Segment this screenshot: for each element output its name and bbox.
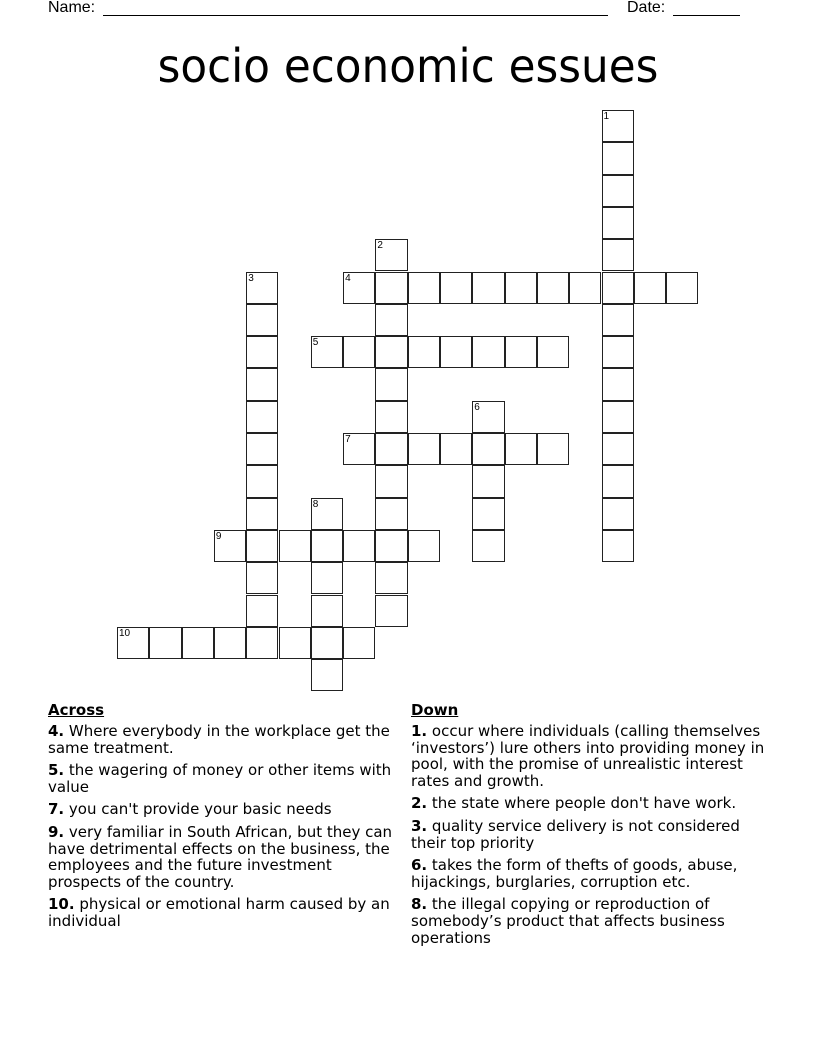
grid-cell[interactable] (149, 627, 181, 659)
grid-cell[interactable] (505, 272, 537, 304)
grid-cell[interactable] (408, 433, 440, 465)
clue-across-7: 7. you can't provide your basic needs (48, 800, 332, 819)
grid-cell[interactable] (117, 627, 149, 659)
grid-cell[interactable] (375, 530, 407, 562)
grid-cell[interactable] (408, 530, 440, 562)
clue-number: 10 (119, 627, 131, 639)
grid-cell[interactable] (343, 433, 375, 465)
grid-cell[interactable] (311, 627, 343, 659)
clue-number: 3 (248, 272, 254, 284)
grid-cell[interactable] (602, 142, 634, 174)
clue-number: 6 (474, 401, 480, 413)
grid-cell[interactable] (472, 401, 504, 433)
grid-cell[interactable] (279, 627, 311, 659)
grid-cell[interactable] (602, 498, 634, 530)
clue-number: 8 (312, 498, 319, 510)
grid-cell[interactable] (602, 272, 634, 304)
clue-across-10: 10. physical or emotional harm caused by an individual (48, 895, 390, 930)
grid-cell[interactable] (505, 433, 537, 465)
down-heading: Down (411, 701, 459, 719)
grid-cell[interactable] (375, 433, 407, 465)
grid-cell[interactable] (472, 272, 504, 304)
grid-cell[interactable] (246, 498, 278, 530)
grid-cell[interactable] (246, 433, 278, 465)
grid-cell[interactable] (246, 272, 278, 304)
clue-across-4: 4. Where everybody in the workplace get the same treatment. (48, 722, 390, 757)
grid-cell[interactable] (343, 272, 375, 304)
grid-cell[interactable] (408, 272, 440, 304)
grid-cell[interactable] (375, 562, 407, 594)
grid-cell[interactable] (602, 368, 634, 400)
grid-cell[interactable] (246, 304, 278, 336)
clue-number: 9 (215, 530, 222, 542)
grid-cell[interactable] (602, 336, 634, 368)
grid-cell[interactable] (375, 401, 407, 433)
grid-cell[interactable] (602, 465, 634, 497)
grid-cell[interactable] (505, 336, 537, 368)
grid-cell[interactable] (311, 562, 343, 594)
grid-cell[interactable] (246, 595, 278, 627)
grid-cell[interactable] (602, 530, 634, 562)
grid-cell[interactable] (666, 272, 698, 304)
clue-down-6: 6. takes the form of thefts of goods, abuse, hijackings, burglaries, corruption etc. (411, 856, 738, 891)
grid-cell[interactable] (602, 207, 634, 239)
grid-cell[interactable] (246, 465, 278, 497)
clue-number: 5 (312, 337, 319, 349)
grid-cell[interactable] (602, 401, 634, 433)
grid-cell[interactable] (246, 562, 278, 594)
grid-cell[interactable] (375, 498, 407, 530)
grid-cell[interactable] (472, 465, 504, 497)
clue-number: 1 (603, 111, 610, 122)
grid-cell[interactable] (214, 530, 246, 562)
grid-cell[interactable] (602, 304, 634, 336)
grid-cell[interactable] (537, 433, 569, 465)
clue-down-3: 3. quality service delivery is not considered their top priority (411, 816, 740, 852)
grid-cell[interactable] (472, 498, 504, 530)
grid-cell[interactable] (246, 336, 278, 368)
grid-cell[interactable] (246, 627, 278, 659)
grid-cell[interactable] (602, 110, 634, 142)
grid-cell[interactable] (602, 433, 634, 465)
grid-cell[interactable] (343, 336, 375, 368)
grid-cell[interactable] (537, 272, 569, 304)
grid-cell[interactable] (602, 175, 634, 207)
grid-cell[interactable] (569, 272, 601, 304)
clue-down-8: 8. the illegal copying or reproduction of somebody’s product that affects business operations (411, 895, 725, 947)
grid-cell[interactable] (602, 239, 634, 271)
clue-number: 4 (345, 272, 351, 284)
grid-cell[interactable] (311, 498, 343, 530)
clue-down-2: 2. the state where people don't have work. (411, 794, 737, 813)
grid-cell[interactable] (214, 627, 246, 659)
grid-cell[interactable] (408, 336, 440, 368)
grid-cell[interactable] (537, 336, 569, 368)
grid-cell[interactable] (634, 272, 666, 304)
clue-across-9: 9. very familiar in South African, but they can have detrimental effects on the business, the employees and the future investment prospects of the country. (48, 822, 393, 891)
grid-cell[interactable] (279, 530, 311, 562)
grid-cell[interactable] (440, 272, 472, 304)
grid-cell[interactable] (375, 239, 407, 271)
grid-cell[interactable] (440, 433, 472, 465)
grid-cell[interactable] (311, 530, 343, 562)
down-clues (411, 701, 771, 952)
clue-down-1: 1. occur where individuals (calling themselves ‘investors’) lure others into providing money in pool, with the promise of unrealistic interest rates and growth. (411, 722, 765, 790)
grid-cell[interactable] (311, 659, 343, 691)
grid-cell[interactable] (440, 336, 472, 368)
grid-cell[interactable] (472, 530, 504, 562)
grid-cell[interactable] (375, 368, 407, 400)
grid-cell[interactable] (375, 465, 407, 497)
clue-number: 2 (377, 240, 383, 252)
across-clues (48, 701, 398, 936)
grid-cell[interactable] (246, 401, 278, 433)
grid-cell[interactable] (246, 368, 278, 400)
grid-cell[interactable] (182, 627, 214, 659)
grid-cell[interactable] (375, 336, 407, 368)
across-heading: Across (48, 701, 105, 719)
grid-cell[interactable] (343, 627, 375, 659)
grid-cell[interactable] (375, 272, 407, 304)
grid-cell[interactable] (472, 433, 504, 465)
clue-number: 7 (345, 434, 351, 445)
grid-cell[interactable] (375, 304, 407, 336)
puzzle-title: socio economic essues (157, 39, 659, 93)
grid-cell[interactable] (311, 336, 343, 368)
grid-cell[interactable] (375, 595, 407, 627)
grid-cell[interactable] (246, 530, 278, 562)
clue-across-5: 5. the wagering of money or other items with value (48, 761, 392, 796)
grid-cell[interactable] (472, 336, 504, 368)
name-label: Name: (48, 0, 96, 16)
grid-cell[interactable] (343, 530, 375, 562)
grid-cell[interactable] (311, 595, 343, 627)
date-label: Date: (627, 0, 666, 16)
